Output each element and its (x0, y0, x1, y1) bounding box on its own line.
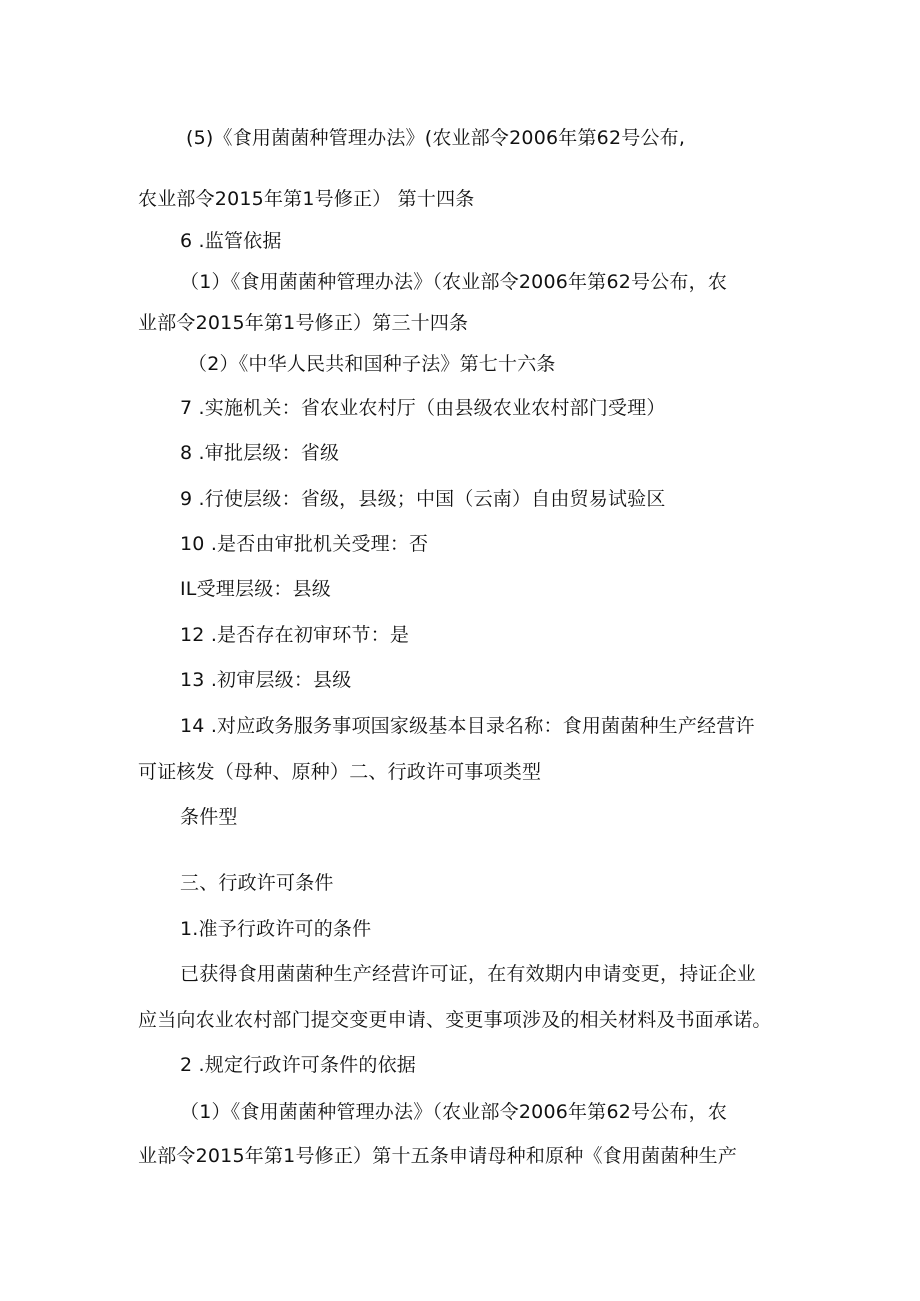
subsection-heading: 2 .规定行政许可条件的依据 (180, 1054, 416, 1076)
subsection-heading: 1.准予行政许可的条件 (180, 918, 372, 940)
list-item: 9 .行使层级：省级，县级；中国（云南）自由贸易试验区 (180, 488, 666, 510)
section-heading: 三、行政许可条件 (180, 872, 334, 894)
list-item: 10 .是否由审批机关受理：否 (180, 533, 429, 555)
text-line: (5)《食用菌菌种管理办法》(农业部令2006年第62号公布, (186, 127, 686, 149)
text-line: 条件型 (180, 806, 238, 828)
text-line: （1）《食用菌菌种管理办法》（农业部令2006年第62号公布，农 (180, 271, 728, 293)
list-item: IL受理层级：县级 (180, 578, 331, 600)
text-line: 应当向农业农村部门提交变更申请、变更事项涉及的相关材料及书面承诺。 (138, 1009, 772, 1031)
list-item: 7 .实施机关：省农业农村厅（由县级农业农村部门受理） (180, 397, 666, 419)
text-line: 可证核发（母种、原种）二、行政许可事项类型 (138, 761, 542, 783)
text-line: （2）《中华人民共和国种子法》第七十六条 (188, 353, 556, 375)
section-heading: 6 .监管依据 (180, 230, 282, 252)
list-item: 13 .初审层级：县级 (180, 669, 352, 691)
text-line: 业部令2015年第1号修正）第三十四条 (138, 312, 469, 334)
text-line: 已获得食用菌菌种生产经营许可证，在有效期内申请变更，持证企业 (180, 963, 757, 985)
list-item: 8 .审批层级：省级 (180, 442, 340, 464)
list-item: 14 .对应政务服务事项国家级基本目录名称：食用菌菌种生产经营许 (180, 715, 755, 737)
text-line: 业部令2015年第1号修正）第十五条申请母种和原种《食用菌菌种生产 (138, 1145, 738, 1167)
text-line: 农业部令2015年第1号修正） 第十四条 (138, 188, 475, 210)
list-item: 12 .是否存在初审环节：是 (180, 624, 410, 646)
text-line: （1）《食用菌菌种管理办法》（农业部令2006年第62号公布，农 (180, 1101, 728, 1123)
